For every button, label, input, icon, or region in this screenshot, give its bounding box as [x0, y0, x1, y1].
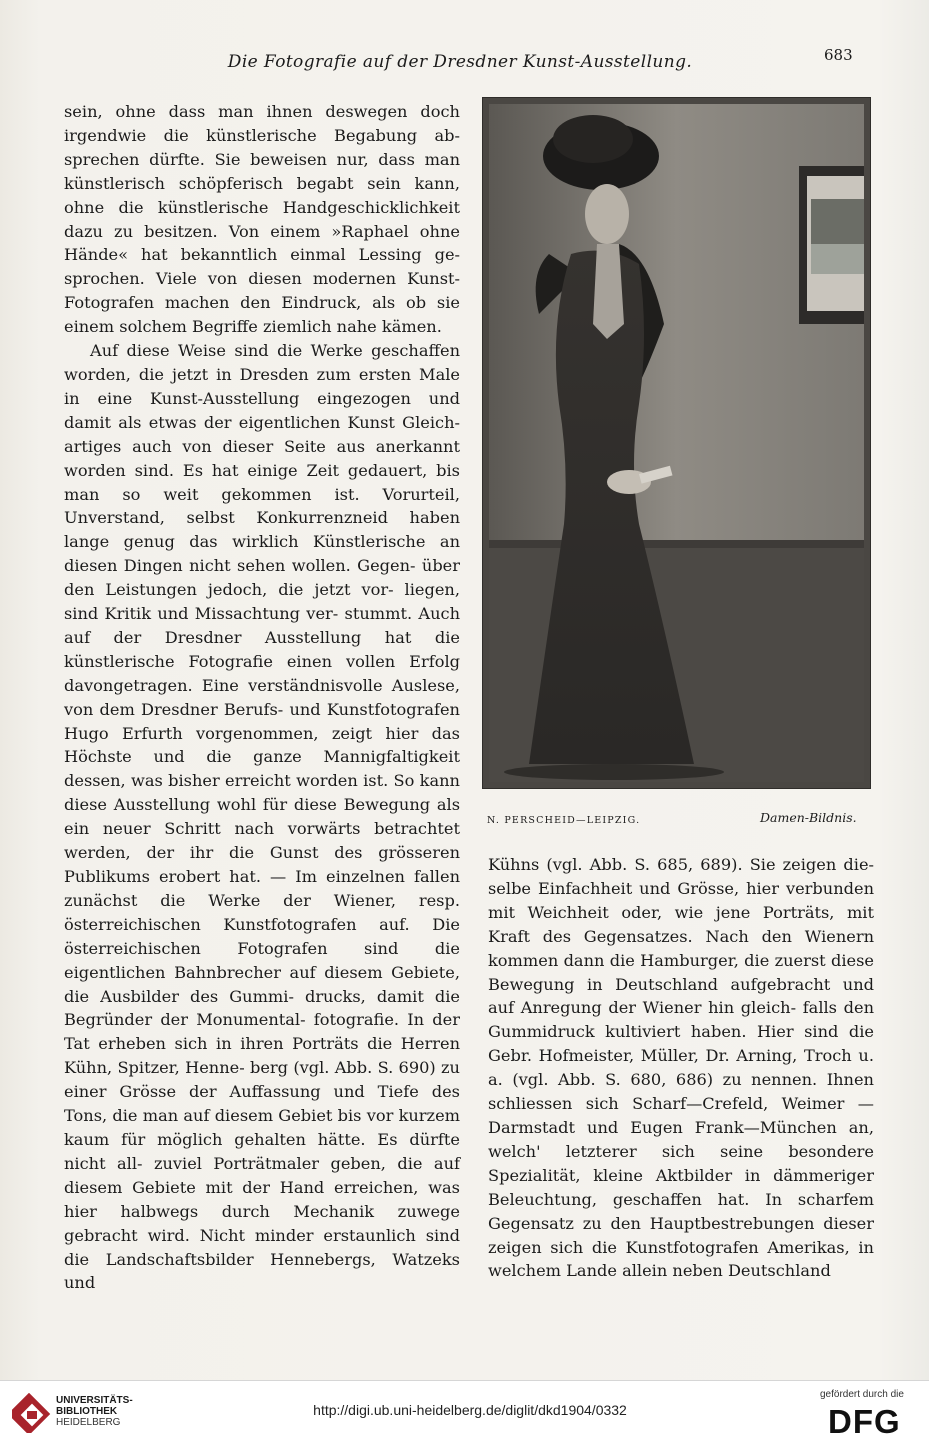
text-line: einem solchem Begriffe ziemlich nahe kämen. — [64, 317, 442, 337]
text-line: berg (vgl. Abb. S. 690) zu einer Grösse der — [64, 1058, 460, 1102]
text-line: dazu zu besitzen. Von einem »Raphael ohne — [64, 221, 460, 241]
text-line: in eine Kunst-Ausstellung eingezogen und — [64, 388, 460, 408]
text-line: ohne die künstlerische Handgeschicklichkeit — [64, 197, 460, 217]
running-head: Die Fotografie auf der Dresdner Kunst-Ausstellung. — [227, 52, 693, 72]
library-name-line-2: BIBLIOTHEK — [56, 1406, 118, 1417]
text-line: falls den Gummidruck kultiviert haben. Hier — [488, 998, 874, 1042]
text-line: Porträts die Herren Kühn, Spitzer, Henne- — [64, 1034, 460, 1078]
text-line: für diese Bewegung als ein neuer Schritt — [64, 795, 461, 839]
text-line: auf diesem Gebiet bis vor kurzem kaum für — [64, 1106, 460, 1149]
text-line: nach vorwärts betrachtet werden, der ihr — [64, 819, 461, 863]
text-line: sein, ohne dass man ihnen deswegen doch — [64, 102, 460, 121]
text-line: stummt. Auch auf der Dresdner Ausstellung — [64, 604, 460, 647]
left-column — [64, 100, 460, 1295]
library-logo-icon — [12, 1393, 52, 1433]
digitization-footer — [0, 1380, 929, 1447]
text-line: Erfolg davongetragen. Eine verständnisvolle — [64, 651, 460, 695]
text-line: Ihnen schliessen sich Scharf—Crefeld, Weimer — [488, 1070, 874, 1114]
text-line: diese Bewegung in Deutschland aufgebracht — [488, 950, 874, 994]
photo-credit: N. PERSCHEID—LEIPZIG. — [487, 815, 641, 826]
text-line: Kunstfotografen Hugo Erfurth vorgenommen, — [64, 699, 460, 743]
text-line: diesen Dingen nicht sehen wollen. Gegen- — [64, 556, 416, 576]
paragraph — [64, 100, 460, 339]
portrait-image — [489, 104, 864, 782]
text-line: Hände« hat bekanntlich einmal Lessing ge- — [64, 245, 460, 265]
text-line: Gebiete mit der Hand erreichen, was hier — [64, 1177, 460, 1221]
text-line: auf diesem Gebiete, die Ausbilder des Gummi- — [64, 962, 460, 1006]
text-line: worden, die jetzt in Dresden zum ersten Male — [64, 364, 460, 384]
text-line: und auf Anregung der Wiener hin gleich- — [488, 974, 874, 1018]
funding-note: gefördert durch die — [820, 1389, 904, 1400]
text-line: Kunstfotografen auf. Die österreichischen — [64, 914, 460, 958]
text-line: Auf diese Weise sind die Werke geschaffen — [90, 341, 460, 361]
text-line: damit als etwas der eigentlichen Kunst Gleich- — [64, 412, 460, 432]
text-line: wird. Nicht minder erstaunlich sind die — [64, 1225, 460, 1269]
text-line: drucks, damit die Begründer der Monumental- — [64, 986, 460, 1030]
library-name — [56, 1395, 133, 1428]
right-column — [488, 853, 874, 1283]
text-line: bis man so weit gekommen ist. Vorurteil, — [64, 460, 460, 504]
permalink[interactable]: http://digi.ub.uni-heidelberg.de/diglit/dkd1904/0332 — [313, 1402, 627, 1418]
text-line: möglich gehalten hätte. Es dürfte nicht all- — [64, 1129, 460, 1173]
text-line: Auslese, von dem Dresdner Berufs- und — [64, 675, 460, 719]
text-line: sprechen dürfte. Sie beweisen nur, dass man — [64, 149, 460, 169]
dfg-logo: DFG — [828, 1403, 901, 1440]
text-line: zeigt hier das Höchste und die ganze — [64, 723, 460, 767]
text-line: fotografie. In der Tat erheben sich in ihren — [64, 1010, 460, 1054]
page-number: 683 — [824, 46, 853, 64]
library-name-line-3: HEIDELBERG — [56, 1417, 121, 1428]
portrait-photograph — [482, 97, 871, 789]
paragraph — [488, 853, 874, 1283]
text-line: selbe Einfachheit und Grösse, hier verbunden — [488, 878, 874, 898]
text-line: Beleuchtung, geschaffen hat. In scharfem — [488, 1189, 874, 1209]
text-line: worden sind. Es hat einige Zeit gedauert, — [64, 460, 428, 480]
text-line: künstlerisch schöpferisch begabt sein kann, — [64, 173, 460, 193]
text-line: —Darmstadt und Eugen Frank—München — [488, 1094, 874, 1137]
library-name-line-1: UNIVERSITÄTS- — [56, 1395, 133, 1406]
text-line: sind die Gebr. Hofmeister, Müller, Dr. Arning, — [488, 1022, 875, 1066]
text-line: irgendwie die künstlerische Begabung ab- — [64, 125, 460, 145]
text-line: hat die künstlerische Fotografie einen vollen — [64, 627, 460, 671]
text-line: sprochen. Viele von diesen modernen Kunst- — [64, 269, 460, 289]
text-line: zeigen sich die Kunstfotografen Amerikas, — [488, 1237, 850, 1257]
text-line: hat. — Im einzelnen fallen zunächst die — [64, 867, 460, 910]
text-line: Unverstand, selbst Konkurrenzneid haben — [64, 508, 460, 528]
text-line: über den Leistungen jedoch, die jetzt vor- — [64, 556, 460, 600]
paragraph — [64, 339, 460, 1295]
text-line: Mannigfaltigkeit dessen, was bisher erreicht — [64, 747, 460, 791]
text-line: Kühns (vgl. Abb. S. 685, 689). Sie zeigen die- — [488, 855, 874, 874]
photo-title: Damen-Bildnis. — [760, 810, 857, 825]
text-line: worden ist. So kann diese Ausstellung wohl — [64, 771, 460, 815]
text-line: Spezialität, kleine Aktbilder in dämmeriger — [488, 1165, 874, 1185]
text-line: zuviel Porträtmaler geben, die auf diesem — [64, 1153, 460, 1197]
text-line: die Gunst des grösseren Publikums erobert — [64, 843, 460, 886]
text-line: Troch u. a. (vgl. Abb. S. 680, 686) zu nennen. — [488, 1046, 874, 1090]
text-line: Fotografen sind die eigentlichen Bahnbrecher — [64, 938, 460, 982]
text-line: in welchem Lande allein neben Deutschland — [488, 1237, 874, 1281]
text-line: halbwegs durch Mechanik zuwege gebracht — [64, 1201, 460, 1245]
text-line: artiges auch von dieser Seite aus anerkannt — [64, 436, 460, 456]
text-line: liegen, sind Kritik und Missachtung ver- — [64, 580, 460, 624]
text-line: Kraft des Gegensatzes. Nach den Wienern — [488, 926, 874, 946]
text-line: Werke der Wiener, resp. österreichischen — [64, 890, 460, 934]
text-line: Auffassung und Tiefe des Tons, die man — [64, 1082, 460, 1126]
text-line: an, welch' letzterer sich seine besondere — [488, 1117, 874, 1161]
text-line: Fotografen machen den Eindruck, als ob sie — [64, 293, 460, 313]
text-line: mit Weichheit oder, wie jene Porträts, mit — [488, 902, 874, 922]
text-line: Landschaftsbilder Hennebergs, Watzeks und — [64, 1249, 460, 1293]
text-line: kommen dann die Hamburger, die zuerst — [488, 950, 826, 970]
text-line: Gegensatz zu den Hauptbestrebungen dieser — [488, 1213, 874, 1233]
text-line: lange genug das wirklich Künstlerische an — [64, 532, 460, 552]
